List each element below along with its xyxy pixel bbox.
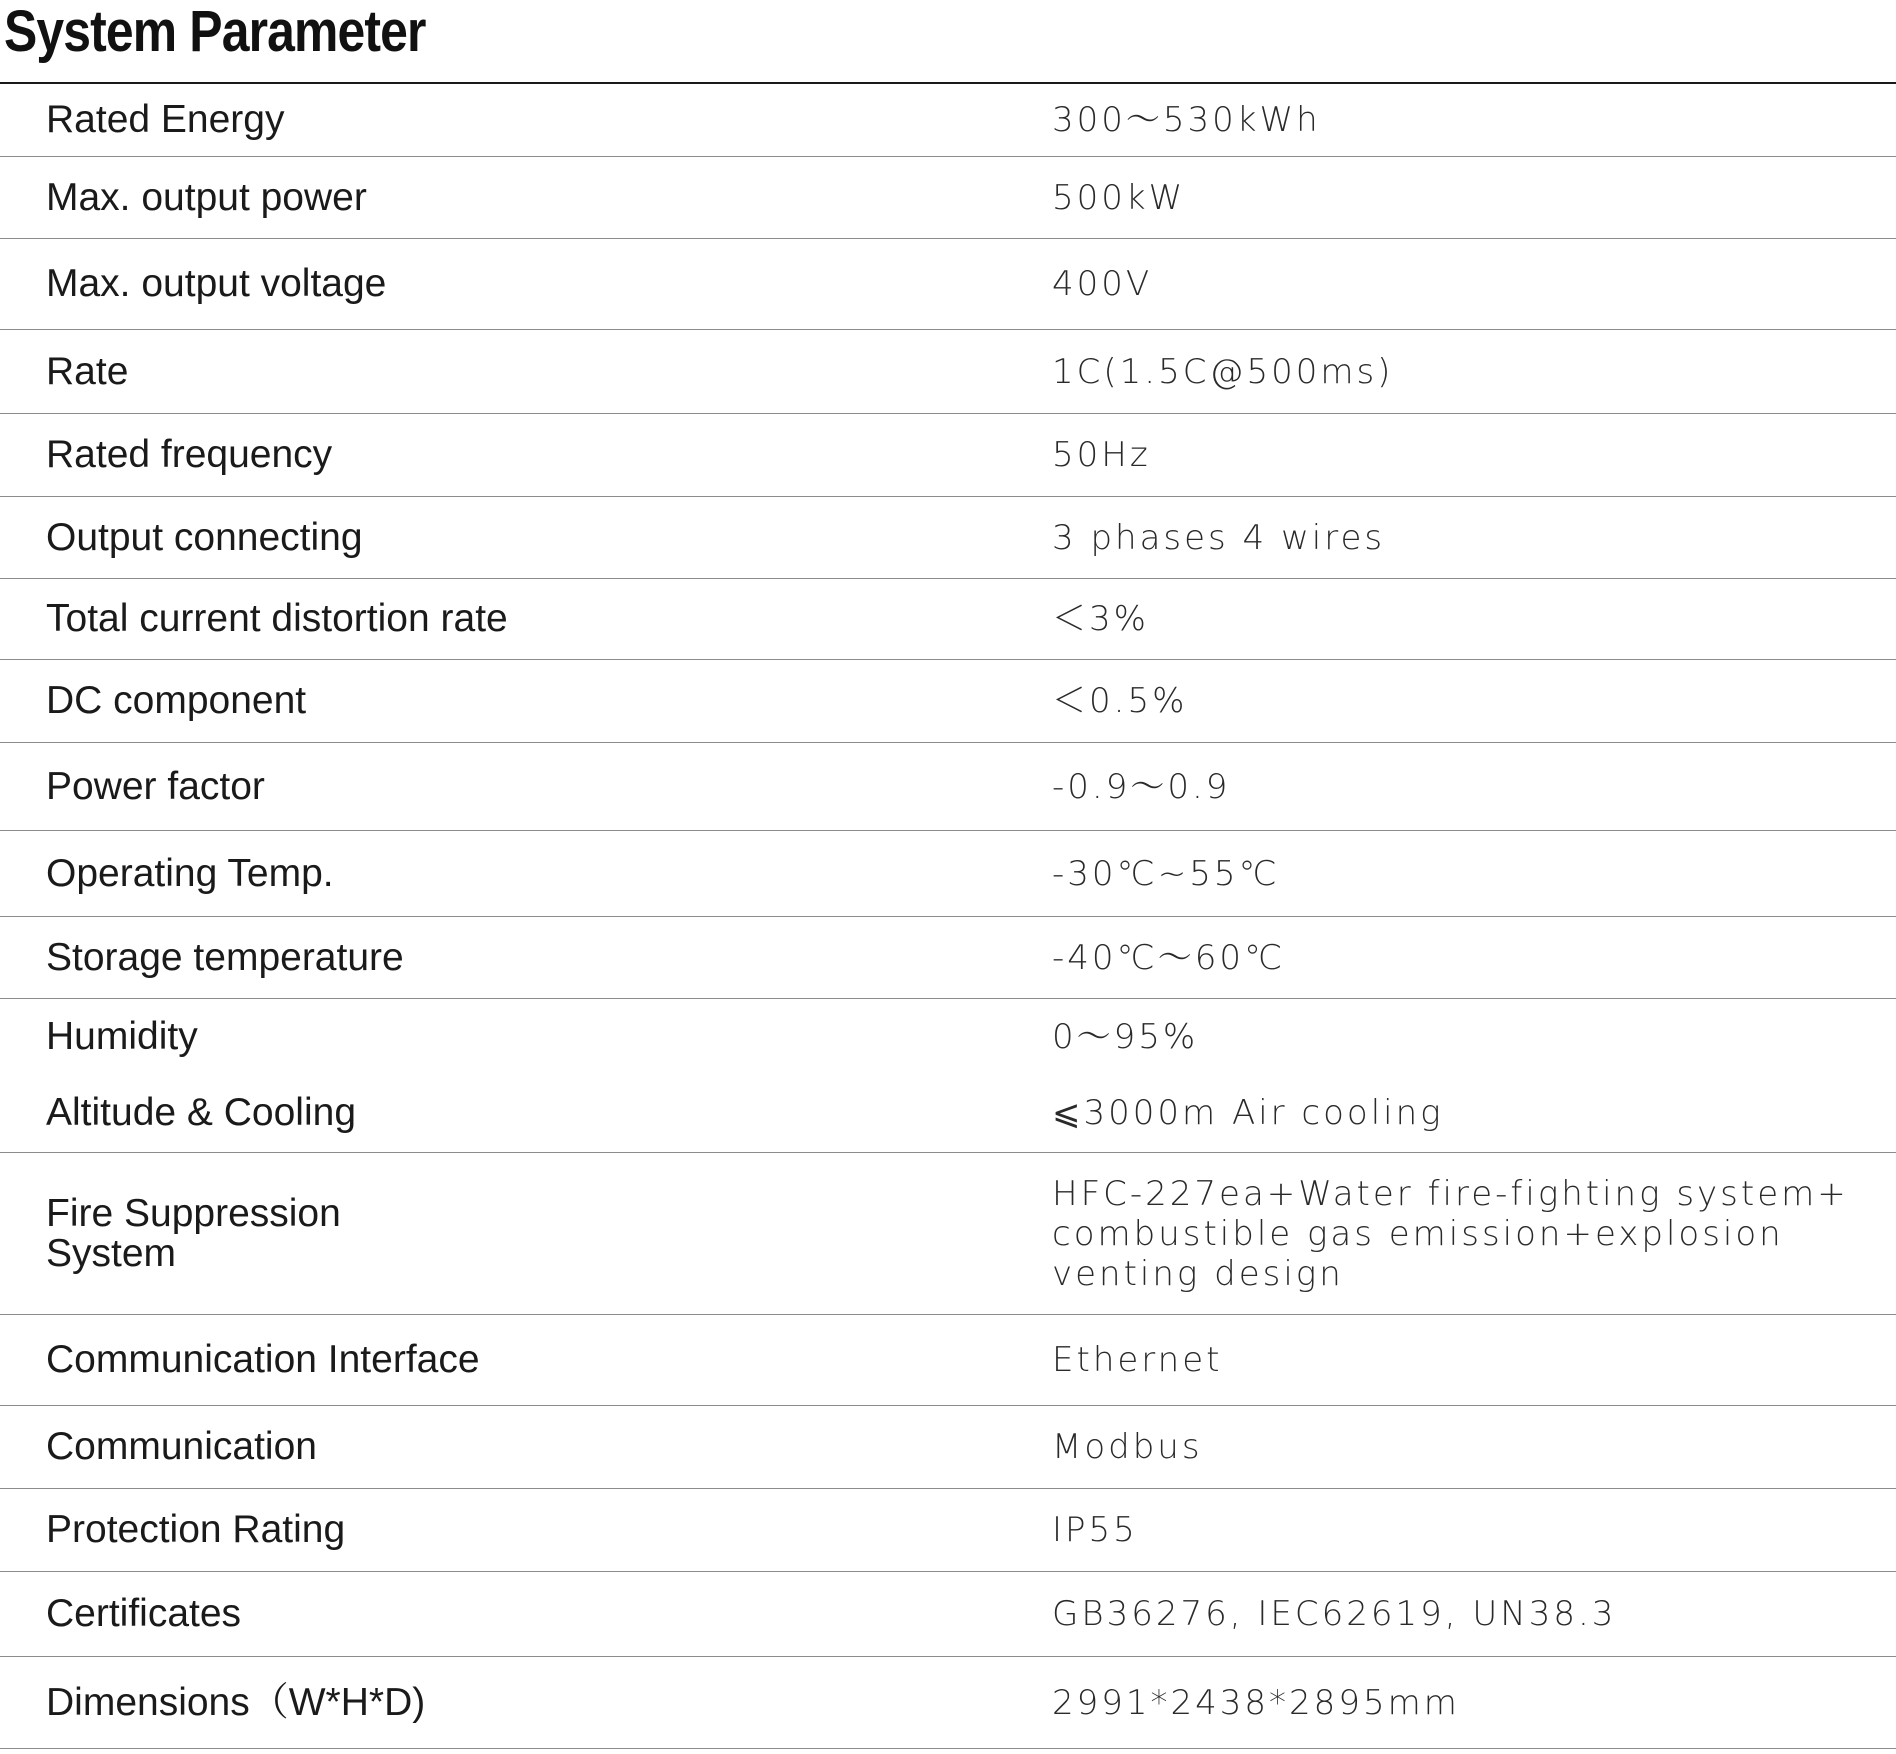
row-label: Rate xyxy=(46,349,129,393)
table-row xyxy=(0,330,1896,414)
table-row xyxy=(0,1074,1896,1153)
table-row xyxy=(0,999,1896,1074)
row-value: -40℃～60℃ xyxy=(1052,937,1286,978)
table-row xyxy=(0,1153,1896,1315)
row-value: Modbus xyxy=(1052,1427,1203,1467)
table-row xyxy=(0,239,1896,330)
table-row xyxy=(0,917,1896,999)
row-value: 400V xyxy=(1052,264,1153,304)
row-value: ⩽3000m Air cooling xyxy=(1052,1093,1444,1133)
table-row xyxy=(0,743,1896,831)
row-value: 0～95% xyxy=(1052,1016,1199,1057)
row-label: Rated Energy xyxy=(46,98,285,141)
row-label: Total current distortion rate xyxy=(46,597,508,640)
row-label: Dimensions（W*H*D) xyxy=(46,1680,426,1724)
row-value: 50Hz xyxy=(1052,435,1151,475)
row-value: HFC-227ea+Water fire-fighting system+ combustible gas emission+explosion venting design xyxy=(1052,1173,1849,1294)
row-value: -0.9～0.9 xyxy=(1052,766,1231,807)
row-label: Max. output voltage xyxy=(46,262,387,305)
row-label: Rated frequency xyxy=(46,433,333,476)
row-label: Communication Interface xyxy=(46,1338,480,1381)
table-row xyxy=(0,157,1896,239)
row-value: Ethernet xyxy=(1052,1340,1223,1380)
row-value: -30℃~55℃ xyxy=(1052,853,1280,894)
table-row xyxy=(0,497,1896,579)
row-label: Humidity xyxy=(46,1014,198,1058)
table-row xyxy=(0,1406,1896,1489)
row-value: ＜3% xyxy=(1052,599,1149,639)
table-row xyxy=(0,414,1896,497)
row-label: Storage temperature xyxy=(46,935,404,979)
table-row xyxy=(0,1657,1896,1749)
row-value: 1C(1.5C@500ms) xyxy=(1052,351,1394,392)
row-label: DC component xyxy=(46,679,307,722)
table-row xyxy=(0,1489,1896,1572)
table-row xyxy=(0,1572,1896,1657)
row-label: Fire Suppression System xyxy=(46,1191,341,1275)
table-row xyxy=(0,579,1896,660)
row-label: Power factor xyxy=(46,764,265,808)
table-row xyxy=(0,660,1896,743)
row-label: Output connecting xyxy=(46,515,363,559)
row-label: Altitude & Cooling xyxy=(46,1091,357,1134)
row-value: 3 phases 4 wires xyxy=(1052,517,1386,558)
row-value: ＜0.5% xyxy=(1052,681,1188,721)
table-row xyxy=(0,84,1896,157)
row-label: Communication xyxy=(46,1425,317,1468)
row-label: Certificates xyxy=(46,1592,242,1635)
row-value: 300～530kWh xyxy=(1052,100,1321,140)
table-row xyxy=(0,831,1896,917)
row-value: 2991*2438*2895mm xyxy=(1052,1682,1460,1723)
row-label: Protection Rating xyxy=(46,1508,346,1551)
row-label: Operating Temp. xyxy=(46,851,334,895)
row-value: 500kW xyxy=(1052,177,1186,218)
page-title: System Parameter xyxy=(4,0,426,64)
table-row xyxy=(0,1315,1896,1406)
row-value: IP55 xyxy=(1052,1510,1138,1550)
row-value: GB36276, IEC62619, UN38.3 xyxy=(1052,1594,1617,1634)
row-label: Max. output power xyxy=(46,175,367,219)
